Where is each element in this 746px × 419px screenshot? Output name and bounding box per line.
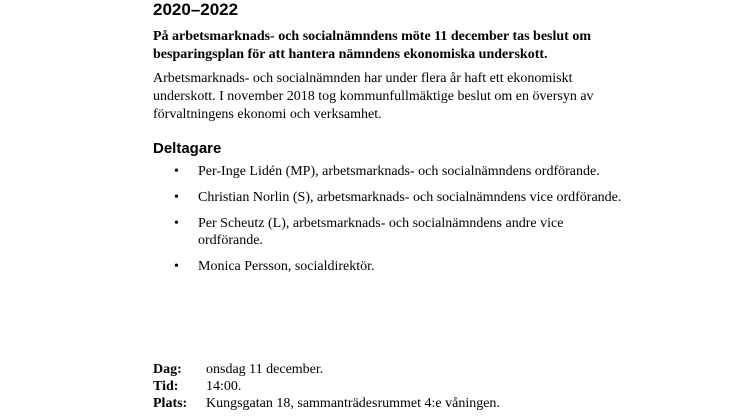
participant-item: [153, 215, 623, 249]
meeting-place-label: Plats:: [153, 396, 188, 411]
document-title: 2020–2022: [153, 0, 239, 19]
document-page: [153, 0, 623, 419]
meeting-place-value: Kungsgatan 18, sammanträdesrummet 4:e våningen.: [206, 396, 500, 411]
participants-heading: Deltagare: [153, 140, 222, 157]
bullet-icon: •: [174, 190, 179, 205]
lead-paragraph: På arbetsmarknads- och socialnämndens möte 11 december tas beslut om besparingsplan för att hantera nämndens ekonomiska underskott.: [153, 29, 592, 62]
participant-text: Christian Norlin (S), arbetsmarknads- och socialnämndens vice ordförande.: [198, 190, 622, 205]
body-paragraph: Arbetsmarknads- och socialnämnden har under flera år haft ett ekonomiskt underskott. I november 2018 tog kommunfullmäktige beslut om en översyn av förvaltningens ekonomi och verksamhet.: [153, 71, 594, 122]
participants-list: [153, 163, 623, 284]
participant-text: Per Scheutz (L), arbetsmarknads- och socialnämndens andre vice ordförande.: [198, 216, 564, 248]
bullet-icon: •: [174, 164, 179, 179]
meeting-time-label: Tid:: [153, 379, 179, 394]
meeting-day-label: Dag:: [153, 362, 182, 377]
participant-item: [153, 189, 623, 206]
participant-item: [153, 258, 623, 275]
meeting-place-row: [153, 395, 500, 412]
meeting-day-row: [153, 361, 500, 378]
meeting-time-row: [153, 378, 500, 395]
meeting-day-value: onsdag 11 december.: [206, 362, 324, 377]
meeting-time-value: 14:00.: [206, 379, 242, 394]
bullet-icon: •: [174, 259, 179, 274]
participant-text: Monica Persson, socialdirektör.: [198, 259, 375, 274]
bullet-icon: •: [174, 216, 179, 231]
participant-text: Per-Inge Lidén (MP), arbetsmarknads- och socialnämndens ordförande.: [198, 164, 600, 179]
participant-item: [153, 163, 623, 180]
meeting-details: [153, 361, 500, 412]
